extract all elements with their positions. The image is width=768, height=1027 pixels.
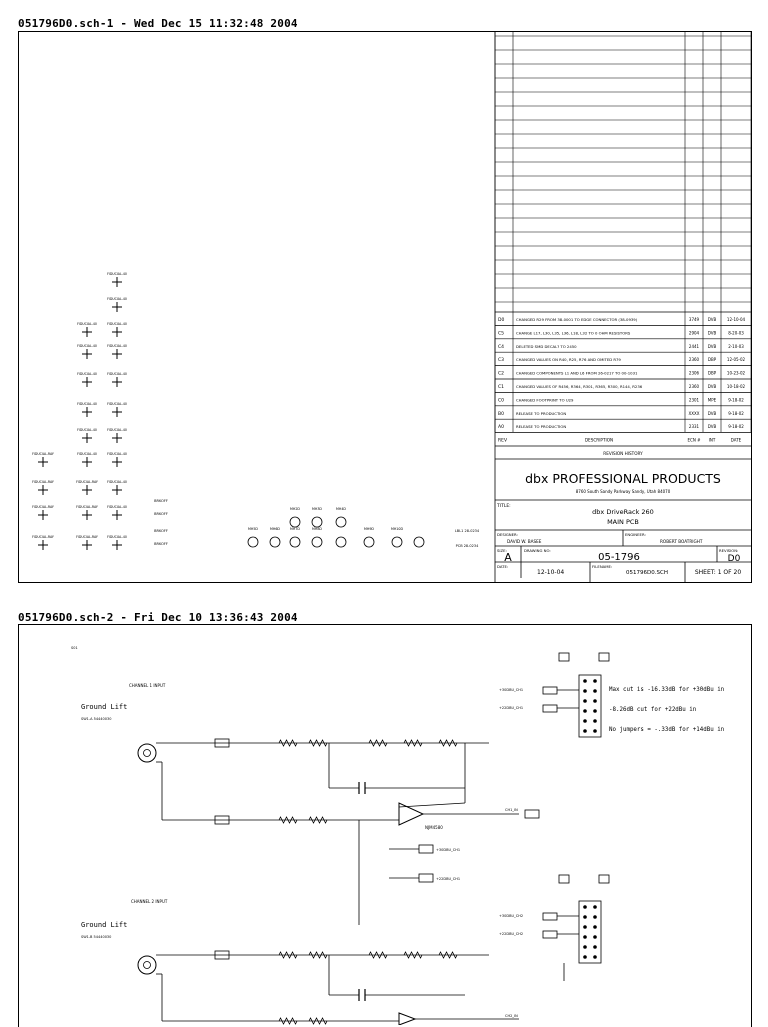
rev-date: 12-05-02 [726,357,746,363]
fiducial-label: FIDUCIAL-40 [77,344,97,348]
rev-description: RELEASE TO PRODUCTION [516,410,567,416]
pin [593,935,597,939]
company-name: dbx PROFESSIONAL PRODUCTS [525,471,721,486]
rev-description: CHANGED COMPONENTS L1 AND L6 FROM 26-0217 TO 00-1031 [516,370,638,376]
switch-2-label: SW1-B 54440030 [81,935,112,939]
xlr-pin [144,750,151,757]
rev-description: CHANGE L17, L30, L35, L36, L18, L32 TO 0 OHM RESISTORS [516,330,631,336]
title-label: TITLE: [497,504,511,509]
rev-code: C5 [498,331,505,337]
rev-by: DVB [707,424,717,430]
mount-hole-symbol [290,517,300,527]
pin [593,925,597,929]
resistor [309,817,327,823]
size-value: A [504,551,512,564]
resistor [369,952,387,958]
op-amp-2 [399,1013,415,1025]
rev-ecn: 2904 [688,330,700,336]
pin [583,925,587,929]
sheet1-header: 051796D0.sch-1 - Wed Dec 15 11:32:48 2004 [18,17,298,30]
ground-lift-label-2: Ground Lift [81,921,128,929]
rev-ecn: 2441 [688,343,700,349]
rev-by: DBP [707,357,717,363]
fiducial-label: FIDUCIAL-40 [107,402,127,406]
rev-code: C3 [498,358,505,364]
resistor [369,740,387,746]
pin [593,679,597,683]
engineer-label: ENGINEER: [625,532,646,537]
jumper-block [599,653,609,661]
net-flag [419,874,433,882]
mount-hole-label: MH3D [312,507,322,511]
title-line-1: dbx DriveRack 260 [592,508,654,516]
mount-hole-label: MH8D [312,527,322,531]
mount-hole-symbol [290,537,300,547]
mount-hole-symbol [270,537,280,547]
fiducial-label: FIDUCIAL-RAY [32,505,54,509]
revision-history-label: REVISION HISTORY [603,451,643,456]
jumper-block [599,875,609,883]
channel-2-label: CHANNEL 2 INPUT [131,899,168,904]
resistor [279,817,297,823]
pin [593,689,597,693]
net-flag [543,687,557,694]
mount-hole-label: MH2D [290,507,300,511]
rev-by: DVB [707,343,717,349]
rev-code: D0 [498,318,505,323]
sheet-number: SHEET: 1 OF 20 [694,569,742,576]
resistor [279,952,297,958]
rev-by: DVB [707,410,717,416]
pin [583,719,587,723]
rev-code: C4 [498,344,505,350]
pcb-part: PCB 28-0234 [455,544,479,548]
fiducial-label: FIDUCIAL-40 [107,344,127,348]
fiducial-label: FIDUCIAL-40 [107,272,127,276]
resistor [439,740,457,746]
sheet2-frame [18,624,752,1027]
net-22dbu-ch2: +22DBU_CH2 [499,932,524,936]
xlr-pin [144,962,151,969]
drawing-no-label: DRAWING NO: [524,548,551,553]
rev-description: DELETED SMD DECAL? TO 2450 [516,343,577,349]
rev-code: C0 [498,398,505,404]
net-flag [525,810,539,818]
mount-hole-label: MH10D [390,527,404,531]
mount-hole-symbol [414,537,424,547]
rev-date: 2-10-03 [728,343,744,349]
rev-by: DBP [707,370,717,376]
jumper-block [559,875,569,883]
net-22dbu-ch1: +22DBU_CH1 [499,706,524,710]
net-30dbu-ch1-b: +30DBU_CH1 [436,848,461,852]
jumper-header [579,675,601,737]
switch-1-label: SW1-A 54440030 [81,717,112,721]
revision-label: REVISION: [719,548,739,553]
breakoff-label: BRKOFF [154,529,168,533]
wire [399,803,465,807]
rev-date: 9-18-02 [728,410,744,416]
mount-hole-symbol [336,537,346,547]
sheet2-header: 051796D0.sch-2 - Fri Dec 10 13:36:43 2004 [18,611,298,624]
fiducial-label: FIDUCIAL-40 [77,452,97,456]
rev-date: 9-18-02 [728,424,744,430]
pin [583,709,587,713]
fiducial-label: FIDUCIAL-RAY [76,535,98,539]
filename-label: FILENAME: [592,564,613,569]
net-flag [543,931,557,938]
rev-by: DVB [707,317,717,322]
engineer-name: ROBERT BOATRIGHT [660,539,703,544]
rev-code: C2 [498,371,505,377]
fiducial-label: FIDUCIAL-40 [77,322,97,326]
net-flag [543,705,557,712]
pin [583,915,587,919]
pin [583,945,587,949]
fiducial-label: FIDUCIAL-40 [107,297,127,301]
fiducial-label: FIDUCIAL-40 [77,428,97,432]
rev-description: CHANGED R29 FROM 38-0001 TO EDGE CONNECTOR (38-0939) [516,317,638,322]
rev-description: CHANGED FOOTPRINT TO U29 [516,397,574,403]
resistor [439,952,457,958]
mount-hole-symbol [248,537,258,547]
net-30dbu-ch1: +30DBU_CH1 [499,688,524,692]
pin [593,955,597,959]
mount-hole-symbol [392,537,402,547]
rev-ecn: 3749 [688,317,700,322]
size-label: SIZE: [497,548,507,553]
fiducial-label: FIDUCIAL-RAY [32,480,54,484]
jumper-note-3: No jumpers = -.33dB for +14dBu in [609,727,725,733]
fiducial-label: FIDUCIAL-40 [107,428,127,432]
fiducial-label: FIDUCIAL-40 [107,372,127,376]
rev-description: CHANGED VALUES ON R40, R25, R76 AND OMITED R79 [516,357,621,363]
net-22dbu-ch1-b: +22DBU_CH1 [436,877,461,881]
ground-lift-label-1: Ground Lift [81,703,128,711]
resistor [404,952,422,958]
date-value: 12-10-04 [537,569,565,576]
pin [593,945,597,949]
rev-by: MPE [707,397,717,403]
resistor [404,740,422,746]
sheet1-frame [18,31,752,583]
rev-head-by: INT [708,437,716,443]
pin [593,709,597,713]
pin [593,729,597,733]
drawing-number: 05-1796 [598,552,640,563]
mount-hole-label: MH7D [290,527,300,531]
pin [593,699,597,703]
pin [593,719,597,723]
rev-ecn: 2331 [688,424,700,430]
rev-ecn: 2360 [688,357,700,363]
fiducial-label: FIDUCIAL-RAY [76,480,98,484]
date-label: DATE: [497,564,509,569]
mount-hole-label: MH6D [270,527,280,531]
rev-description: CHANGED VALUES OF R456, R364, R301, R365, R300, R144, R236 [516,384,643,389]
rev-date: 12-10-04 [726,317,746,322]
designer-label: DESIGNER: [497,532,518,537]
fiducial-label: FIDUCIAL-RAY [32,452,54,456]
jumper-note-2: -8.26dB cut for +22dBu in [609,707,697,713]
rev-by: DVB [707,330,717,336]
net-flag [543,913,557,920]
rev-date: 8-20-03 [728,330,744,336]
jumper-block [559,653,569,661]
rev-ecn: 2360 [688,384,700,389]
pin [593,915,597,919]
pin [583,729,587,733]
rev-date: 10-23-02 [726,370,746,376]
net-ch1-in: CH1_IN [505,808,518,812]
mount-hole-symbol [312,537,322,547]
fiducial-label: FIDUCIAL-RAY [76,505,98,509]
pin [583,699,587,703]
rev-code: C1 [498,385,505,390]
mount-hole-label: MH9D [364,527,374,531]
pin [583,689,587,693]
rev-code: A0 [498,425,504,431]
breakoff-label: BRKOFF [154,512,168,516]
resistor [309,740,327,746]
net-ch2-in: CH2_IN [505,1014,518,1018]
filename-value: 051796D0.SCH [626,570,668,576]
title-line-2: MAIN PCB [607,518,639,526]
designer-name: DAVID W. BASEE [507,539,542,544]
op-amp-part: NJM4580 [425,825,443,830]
mount-hole-symbol [312,517,322,527]
mount-hole-label: MH4D [336,507,346,511]
net-30dbu-ch2: +30DBU_CH2 [499,914,524,918]
sheet2-drawing [19,625,751,1025]
xlr-connector-2 [138,956,156,974]
pin [583,935,587,939]
fiducial-label: FIDUCIAL-RAY [32,535,54,539]
net-flag [419,845,433,853]
mount-hole-label: MH5D [248,527,258,531]
resistor [279,740,297,746]
rev-head-desc: DESCRIPTION [584,437,614,443]
rev-head-rev: REV [498,438,508,444]
fiducial-label: FIDUCIAL-40 [77,372,97,376]
fiducial-label: FIDUCIAL-40 [77,402,97,406]
pin [583,679,587,683]
breakoff-label: BRKOFF [154,499,168,503]
label-part: LBL1 28-0234 [454,529,480,533]
rev-code: B0 [498,411,504,417]
sheet1-drawing [19,32,751,582]
mount-hole-symbol [336,517,346,527]
fiducial-label: FIDUCIAL-40 [107,480,127,484]
rev-date: 10-18-02 [726,384,746,389]
xlr-connector-1 [138,744,156,762]
fiducial-label: FIDUCIAL-40 [107,535,127,539]
revision-value: D0 [727,554,741,564]
breakoff-label: BRKOFF [154,542,168,546]
rev-date: 9-18-02 [728,397,744,403]
mount-hole-symbol [364,537,374,547]
fiducial-label: FIDUCIAL-40 [107,505,127,509]
pin [583,955,587,959]
rev-ecn: 2306 [688,370,700,376]
jumper-note-1: Max cut is -16.33dB for +30dBu in [609,687,725,693]
fiducial-label: FIDUCIAL-40 [107,452,127,456]
rev-ecn: XXXX [688,410,700,416]
rev-description: RELEASE TO PRODUCTION [516,424,567,430]
channel-1-label: CHANNEL 1 INPUT [129,683,166,688]
rev-head-date: DATE [730,437,742,443]
company-address: 8760 South Sandy Parkway Sandy, Utah 84070 [575,489,671,494]
rev-by: DVB [707,384,717,389]
fiducial-label: FIDUCIAL-40 [107,322,127,326]
jumper-header-2 [579,901,601,963]
pin [583,905,587,909]
pin [593,905,597,909]
rev-ecn: 2301 [688,397,700,403]
rev-head-ecn: ECN # [687,437,701,443]
switch-ref: S01 [71,646,78,650]
resistor [309,952,327,958]
